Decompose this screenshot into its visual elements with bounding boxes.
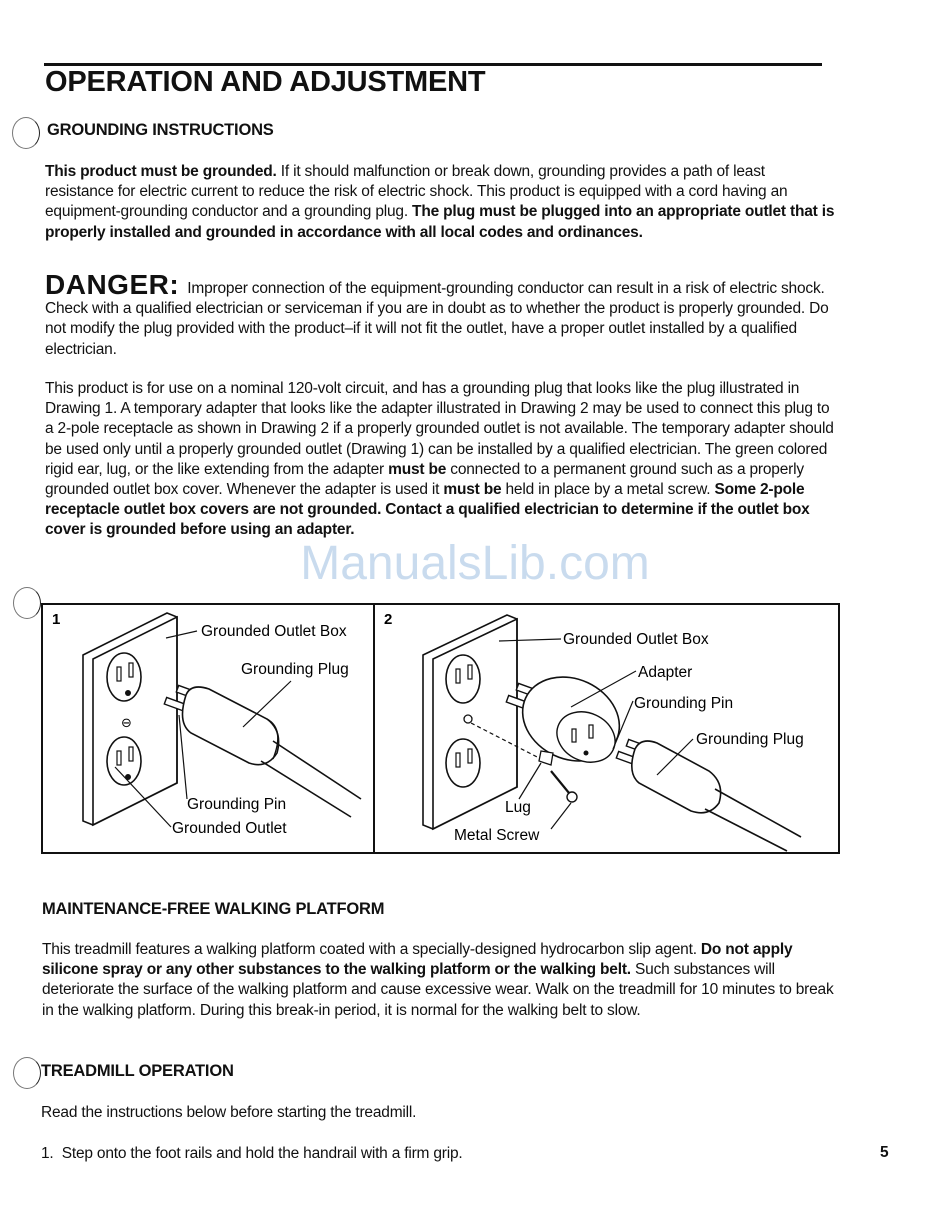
- voltage-bold-3: Some 2-pole receptacle outlet box covers are not grounded. Contact a qualified electrician to determine if the outlet box cover is grounded before using an adapter.: [45, 481, 810, 539]
- grounding-paragraph: [45, 162, 835, 243]
- grounding-heading: GROUNDING INSTRUCTIONS: [47, 121, 274, 139]
- operation-intro: Read the instructions below before starting the treadmill.: [41, 1104, 417, 1121]
- binder-hole-icon: [13, 587, 41, 619]
- page-title: OPERATION AND ADJUSTMENT: [45, 66, 486, 98]
- drawing-2-number: 2: [384, 611, 393, 628]
- danger-label: DANGER:: [45, 269, 180, 300]
- metal-screw-icon: [551, 771, 577, 802]
- drawing-1: [52, 611, 361, 837]
- grounding-text: If it should malfunction or break down, grounding provides a path of least resistance for electric current to reduce the risk of electric shock. This product is equipped with a cord having an equipment-grounding conductor and a grounding plug.: [45, 163, 788, 221]
- maintenance-text-1: This treadmill features a walking platform coated with a specially-designed hydrocarbon slip agent.: [42, 941, 701, 958]
- binder-hole-icon: [13, 1057, 41, 1089]
- maintenance-bold: Do not apply silicone spray or any other substances to the walking platform or the walking belt.: [42, 941, 793, 979]
- label-grounding-plug: Grounding Plug: [241, 661, 349, 678]
- label-metal-screw: Metal Screw: [454, 827, 540, 844]
- outlet-box-plate: [83, 613, 177, 825]
- maintenance-text-2: Such substances will deteriorate the surface of the walking platform and cause excessive wear. Walk on the treadmill for 10 minutes to break in the walking platform. During this break-in period, it is normal for the walking belt to slow.: [42, 961, 834, 1019]
- label-grounded-outlet-box-2: Grounded Outlet Box: [563, 631, 709, 648]
- label-grounded-outlet-box: Grounded Outlet Box: [201, 623, 347, 640]
- voltage-paragraph: [45, 379, 835, 541]
- voltage-bold-1: must be: [388, 460, 447, 478]
- voltage-text-2: connected to a permanent ground such as a properly grounded outlet box cover. Whenever the adapter is used it: [45, 460, 804, 499]
- grounding-bold-1: This product must be grounded.: [45, 163, 277, 180]
- outlet-box-plate-2: [423, 615, 517, 829]
- drawing-2: [384, 611, 804, 851]
- voltage-text-3: held in place by a metal screw.: [501, 481, 715, 499]
- voltage-bold-2: must be: [443, 481, 502, 499]
- danger-paragraph: [45, 269, 835, 360]
- watermark: ManualsLib.com: [300, 537, 650, 590]
- label-grounding-pin-2: Grounding Pin: [634, 695, 734, 712]
- binder-hole-icon: [12, 117, 40, 149]
- maintenance-paragraph: [42, 940, 837, 1021]
- label-adapter: Adapter: [638, 664, 693, 681]
- label-grounding-pin: Grounding Pin: [187, 796, 287, 813]
- label-lug: Lug: [505, 799, 531, 816]
- label-grounded-outlet: Grounded Outlet: [172, 820, 287, 837]
- maintenance-heading: MAINTENANCE-FREE WALKING PLATFORM: [42, 900, 385, 918]
- grounding-bold-2: The plug must be plugged into an appropriate outlet that is properly installed and grounded in accordance with all local codes and ordinances.: [45, 203, 835, 241]
- voltage-text-1: This product is for use on a nominal 120-volt circuit, and has a grounding plug that looks like the plug illustrated in Drawing 1. A temporary adapter that looks like the adapter illustrated in Drawing 2 may be used to connect this plug to a 2-pole receptacle as shown in Drawing 2 if a properly grounded outlet is not available. The temporary adapter should be used only until a properly grounded outlet (Drawing 1) can be installed by a qualified electrician. The green colored rigid ear, lug, or the like extending from the adapter: [45, 380, 834, 478]
- drawing-1-number: 1: [52, 611, 61, 628]
- operation-heading: TREADMILL OPERATION: [41, 1062, 234, 1080]
- label-grounding-plug-2: Grounding Plug: [696, 731, 804, 748]
- danger-text: Improper connection of the equipment-grounding conductor can result in a risk of electric shock. Check with a qualified electrician or serviceman if you are in doubt as to whether the product is properly grounded. Do not modify the plug provided with the product–if it will not fit the outlet, have a proper outlet installed by a qualified electrician.: [45, 280, 829, 358]
- grounding-plug-2: [616, 739, 801, 851]
- screw-icon: ⊖: [121, 715, 132, 730]
- operation-step-1: 1. Step onto the foot rails and hold the handrail with a firm grip.: [41, 1145, 463, 1162]
- grounding-drawings: [41, 603, 840, 854]
- page-number: 5: [880, 1144, 889, 1161]
